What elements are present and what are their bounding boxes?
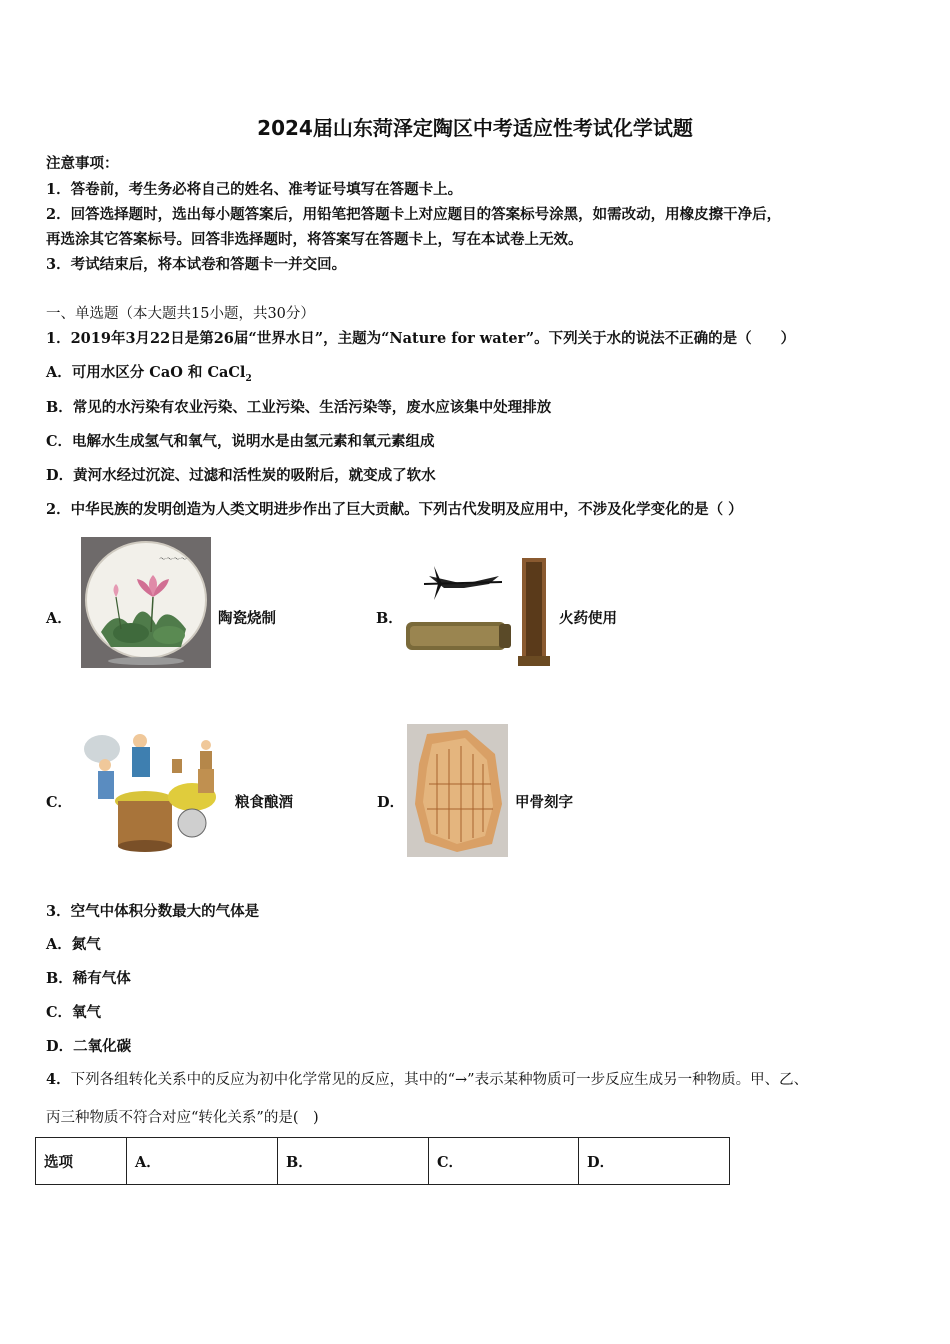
q1-stem: 1．2019年3月22日是第26届“世界水日”，主题为“Nature for water”。下列关于水的说法不正确的是（ ） xyxy=(46,330,796,347)
q2-option-b-caption: 火药使用 xyxy=(559,610,617,627)
table-header-a: A． xyxy=(127,1138,278,1185)
q2-option-c-label: C． xyxy=(46,794,73,811)
q4-answer-table xyxy=(35,1137,730,1185)
q3-stem: 3．空气中体积分数最大的气体是 xyxy=(46,903,260,920)
q2-option-b-label: B． xyxy=(376,610,403,627)
section-heading: 一、单选题（本大题共15小题，共30分） xyxy=(46,306,315,322)
notice-item-1: 1．答卷前，考生务必将自己的姓名、准考证号填写在答题卡上。 xyxy=(46,181,463,198)
table-header-d: D． xyxy=(579,1138,730,1185)
q1-option-d: D．黄河水经过沉淀、过滤和活性炭的吸附后，就变成了软水 xyxy=(46,467,436,484)
q1-option-c: C．电解水生成氢气和氧气，说明水是由氢元素和氧元素组成 xyxy=(46,433,435,450)
q1-option-a-subscript: 2 xyxy=(245,373,252,384)
svg-text:～～～～: ～～～～ xyxy=(159,555,187,563)
q3-option-b: B．稀有气体 xyxy=(46,970,131,987)
notice-item-2-cont: 再选涂其它答案标号。回答非选择题时，将答案写在答题卡上，写在本试卷上无效。 xyxy=(46,231,583,248)
q4-stem-line-1: 下列各组转化关系中的反应为初中化学常见的反应，其中的“→”表示某种物质可一步反应生成另一种物质。甲、乙、 xyxy=(70,1072,809,1088)
gunpowder-rocket-image xyxy=(404,556,554,670)
q4-line-1 xyxy=(46,1068,808,1089)
page-title: 2024届山东菏泽定陶区中考适应性考试化学试题 xyxy=(257,116,693,140)
q4-stem-line-2: 丙三种物质不符合对应“转化关系”的是( ) xyxy=(46,1110,319,1126)
porcelain-plate-image xyxy=(81,537,211,668)
table-header-b: B． xyxy=(278,1138,429,1185)
q1-option-b: B．常见的水污染有农业污染、工业污染、生活污染等，废水应该集中处理排放 xyxy=(46,399,552,416)
q2-stem: 2．中华民族的发明创造为人类文明进步作出了巨大贡献。下列古代发明及应用中，不涉及化学变化的是（ ） xyxy=(46,501,743,518)
q2-option-d-label: D． xyxy=(377,794,405,811)
q3-option-d: D．二氧化碳 xyxy=(46,1038,132,1055)
grain-brewing-image xyxy=(80,729,226,857)
q2-option-a-caption: 陶瓷烧制 xyxy=(218,610,276,627)
q1-option-a-text: A．可用水区分 CaO 和 CaCl xyxy=(46,364,246,381)
q2-option-a-label: A． xyxy=(46,610,72,627)
q2-option-c-caption: 粮食酿酒 xyxy=(235,794,293,811)
notice-heading: 注意事项： xyxy=(46,155,119,172)
table-row xyxy=(36,1138,730,1185)
notice-item-3: 3．考试结束后，将本试卷和答题卡一并交回。 xyxy=(46,256,347,273)
notice-item-2: 2．回答选择题时，选出每小题答案后，用铅笔把答题卡上对应题目的答案标号涂黑，如需改动，用橡皮擦干净后， xyxy=(46,206,782,223)
q1-option-a xyxy=(46,361,252,384)
q3-option-c: C．氧气 xyxy=(46,1004,102,1021)
q3-option-a: A．氮气 xyxy=(46,936,101,953)
q2-option-d-caption: 甲骨刻字 xyxy=(515,794,573,811)
table-header-option: 选项 xyxy=(36,1138,127,1185)
q4-number: 4． xyxy=(46,1071,71,1088)
table-header-c: C． xyxy=(429,1138,579,1185)
oracle-bone-image xyxy=(407,724,508,857)
